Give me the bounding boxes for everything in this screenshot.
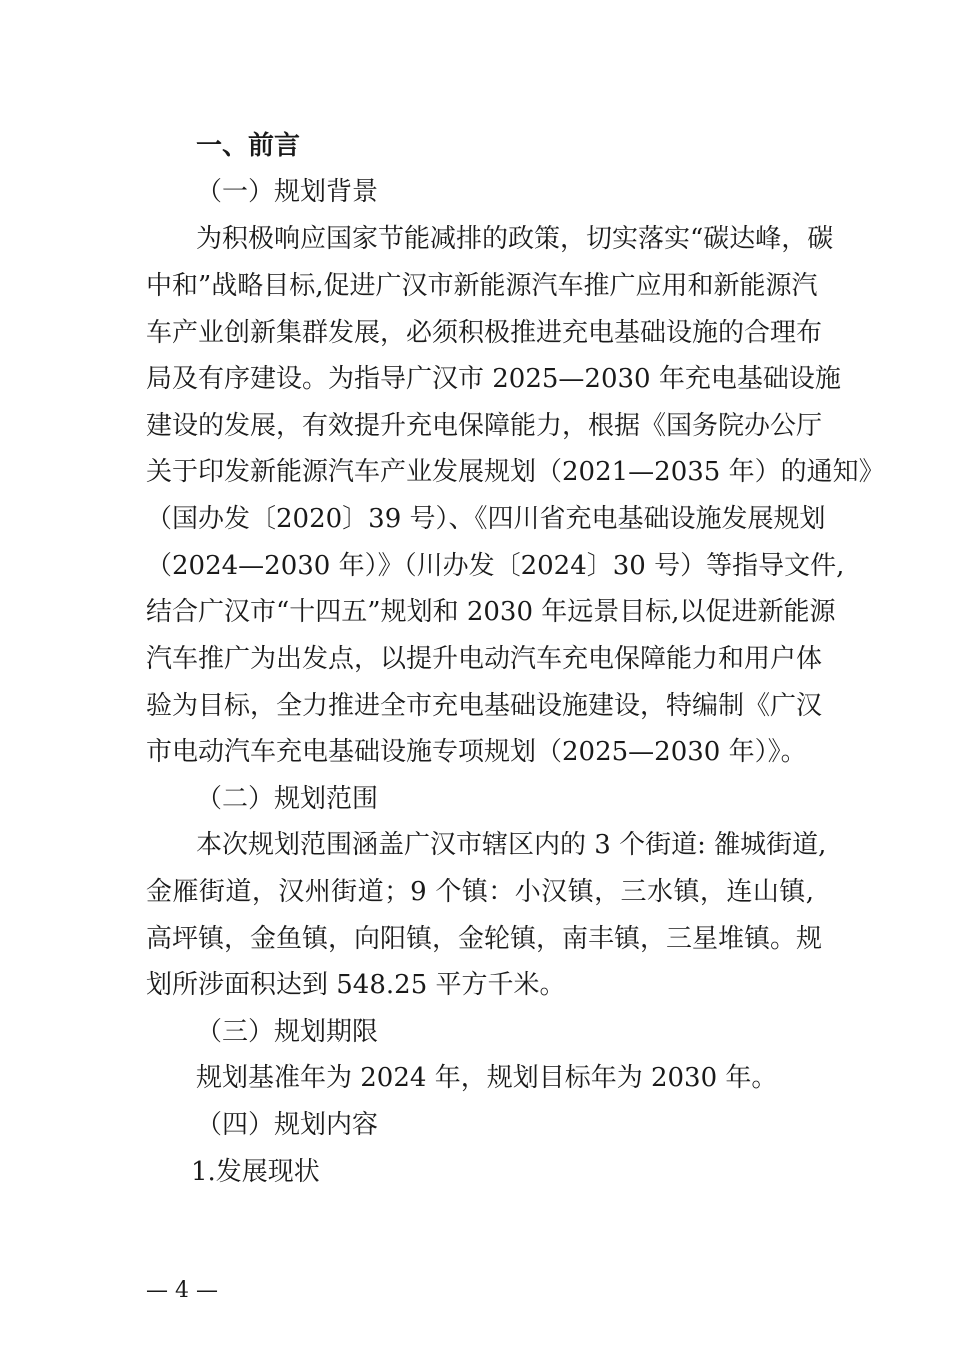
paragraph-line: 金雁街道，汉州街道；9 个镇：小汉镇，三水镇，连山镇,	[146, 877, 814, 907]
paragraph-line: 本次规划范围涵盖广汉市辖区内的 3 个街道: 雒城街道,	[196, 830, 827, 860]
paragraph-line: （国办发〔2020〕39 号）、《四川省充电基础设施发展规划	[146, 504, 826, 534]
paragraph-line: 关于印发新能源汽车产业发展规划（2021—2035 年）的通知》	[146, 457, 885, 487]
paragraph-line: 验为目标，全力推进全市充电基础设施建设，特编制《广汉	[146, 691, 823, 721]
paragraph-line: 车产业创新集群发展，必须积极推进充电基础设施的合理布	[146, 318, 823, 348]
paragraph-line: 建设的发展，有效提升充电保障能力，根据《国务院办公厅	[146, 411, 823, 441]
paragraph-line: 局及有序建设。为指导广汉市 2025—2030 年充电基础设施	[146, 364, 841, 394]
paragraph-line: 高坪镇，金鱼镇，向阳镇，金轮镇，南丰镇，三星堆镇。规	[146, 924, 823, 954]
page-number: — 4 —	[146, 1278, 218, 1303]
subsection-heading-scope: （二）规划范围	[196, 784, 379, 814]
paragraph-line: 划所涉面积达到 548.25 平方千米。	[146, 970, 566, 1000]
paragraph-line: 市电动汽车充电基础设施专项规划（2025—2030 年）》。	[146, 737, 807, 767]
paragraph-line: 为积极响应国家节能减排的政策，切实落实“碳达峰，碳	[196, 224, 834, 254]
subsection-heading-background: （一）规划背景	[196, 177, 379, 207]
paragraph-line: 结合广汉市“十四五”规划和 2030 年远景目标,以促进新能源	[146, 597, 836, 627]
paragraph-line: 中和”战略目标,促进广汉市新能源汽车推广应用和新能源汽	[146, 271, 818, 301]
subsection-heading-period: （三）规划期限	[196, 1017, 379, 1047]
paragraph-line: 汽车推广为出发点，以提升电动汽车充电保障能力和用户体	[146, 644, 823, 674]
paragraph-line: （2024—2030 年）》（川办发〔2024〕30 号）等指导文件,	[146, 551, 845, 581]
subsection-heading-content: （四）规划内容	[196, 1110, 379, 1140]
section-title-preface: 一、前言	[196, 131, 301, 161]
paragraph-line: 规划基准年为 2024 年，规划目标年为 2030 年。	[196, 1063, 778, 1093]
numbered-item-development-status: 1.发展现状	[191, 1157, 320, 1187]
